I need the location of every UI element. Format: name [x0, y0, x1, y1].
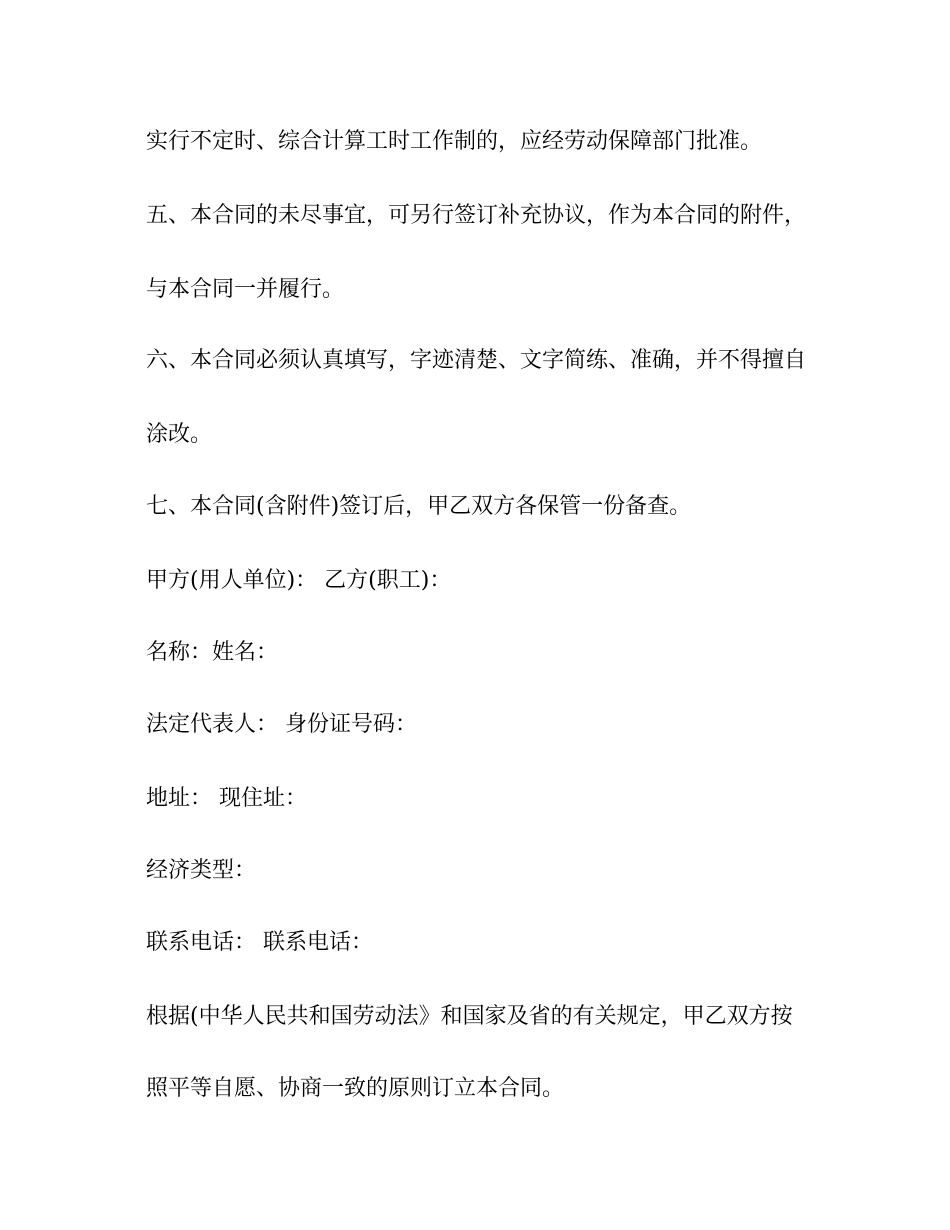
text-line-clause-5-cont: 与本合同一并履行。 [146, 277, 345, 302]
text-line-clause-6-cont: 涂改。 [146, 422, 213, 447]
text-line-phone: 联系电话： 联系电话： [146, 930, 373, 955]
text-line-name: 名称：姓名： [146, 640, 279, 665]
text-line-preamble-cont: 照平等自愿、协商一致的原则订立本合同。 [146, 1076, 565, 1101]
text-line-clause-6: 六、本合同必须认真填写，字迹清楚、文字简练、准确，并不得擅自 [146, 348, 807, 373]
text-line-parties: 甲方(用人单位)： 乙方(职工)： [146, 568, 452, 593]
text-line-clause-7: 七、本合同(含附件)签订后，甲乙双方各保管一份备查。 [146, 494, 692, 519]
text-line-preamble: 根据(中华人民共和国劳动法》和国家及省的有关规定，甲乙双方按 [146, 1004, 793, 1029]
text-line-representative: 法定代表人： 身份证号码： [146, 712, 417, 737]
text-line-economic-type: 经济类型： [146, 858, 257, 883]
text-line-working-hours: 实行不定时、综合计算工时工作制的，应经劳动保障部门批准。 [146, 129, 763, 154]
text-line-clause-5: 五、本合同的未尽事宜，可另行签订补充协议，作为本合同的附件， [146, 203, 807, 228]
text-line-address: 地址： 现住址： [146, 786, 307, 811]
